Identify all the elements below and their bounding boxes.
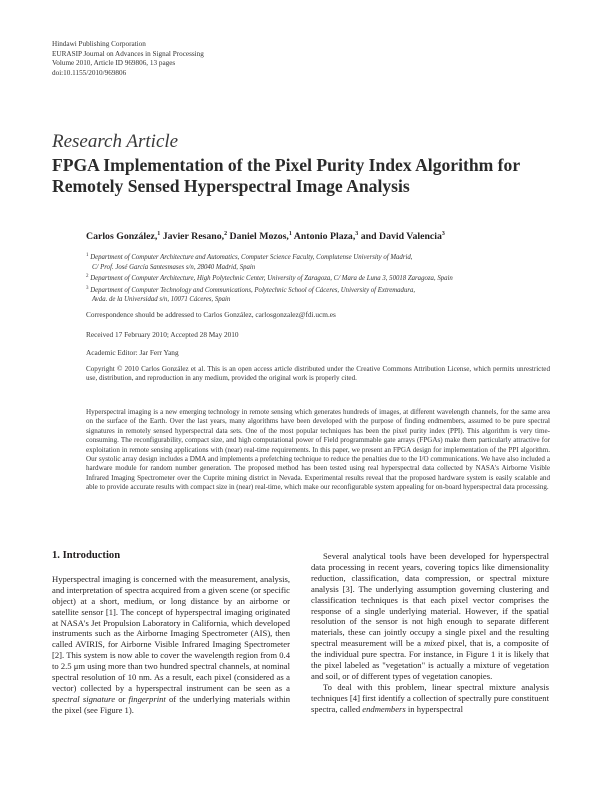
body-text: Several analytical tools have been developed for hyperspectral data processing in recent years, covering topics like dimensionality reduction, classification, data compression, or spectral mixture analysis [3]. The underlying assumption governing clustering and classification techniques is that each pixel vector comprises the response of a single underlying material. However, if the spatial resolution of the sensor is not high enough to separate different materials, these can jointly occupy a single pixel and the resulting spectral measurement will be a: [311, 551, 549, 649]
journal-masthead: [52, 40, 204, 78]
affiliation-line: [86, 284, 556, 296]
affiliation-text: Department of Computer Technology and Communications, Polytechnic School of Cáceres, University of Extremadura,: [90, 286, 416, 294]
affiliation-line: Avda. de la Universidad s/n, 10071 Cáceres, Spain: [92, 296, 231, 304]
publisher-line: Hindawi Publishing Corporation: [52, 40, 146, 48]
affiliation-number: 1: [86, 253, 89, 258]
affiliation-number: 3: [86, 285, 89, 291]
body-text: in hyperspectral: [405, 703, 464, 714]
copyright-notice: Copyright © 2010 Carlos González et al. This is an open access article distributed under the Creative Commons Attribution License, which permits unrestricted use, distribution, and reproduction in any medium, provided the original work is properly cited.: [86, 365, 550, 383]
body-text: of the underlying materials within the pixel (see Figure 1).: [52, 693, 290, 715]
right-column: [311, 551, 549, 715]
author-affiliation-mark: 3: [441, 231, 445, 237]
journal-line: EURASIP Journal on Advances in Signal Processing: [52, 49, 204, 58]
author-list: [86, 231, 445, 242]
body-paragraph: [311, 551, 549, 682]
affiliations: [86, 251, 556, 305]
affiliation-number: 2: [86, 274, 89, 280]
abstract: Hyperspectral imaging is a new emerging technology in remote sensing which generates hundreds of images, at different wavelength channels, for the same area on the surface of the Earth. Over the last years, many algorithms have been developed with the purpose of finding endmembers, assumed to be pure spectral signatures in remotely sensed hyperspectral data sets. One of the most popular techniques has been the pixel purity index (PPI). This algorithm is very time-consuming. The reconfigurability, compact size, and high computational power of Field programmable gate arrays (FPGAs) make them particularly attractive for exploitation in remote sensing applications with (near) real-time requirements. In this paper, we present an FPGA design for implementation of the PPI algorithm. Our systolic array design includes a DMA and implements a prefetching technique to reduce the penalties due to the I/O communications. We have also included a hardware module for random number generation. The proposed method has been tested using real hyperspectral data collected by NASA's Airborne Visible Infrared Imaging Spectrometer over the Cuprite mining district in Nevada. Experimental results reveal that the proposed hardware system is easily scalable and able to provide accurate results with compact size in (near) real-time, which make our reconfigurable system appealing for on-board hyperspectral data processing.: [86, 408, 550, 492]
affiliation-text: Department of Computer Architecture, High Polytechnic Center, University of Zaragoza, C/ Mara de Luna 3, 50018 Zaragoza, Spain: [90, 275, 453, 283]
author-name: Daniel Mozos,: [229, 231, 289, 242]
body-text: pixel, that is, a composite of the individual pure spectra. For instance, in Figure 1 it is likely that the pixel labeled as "vegetation" is actually a mixture of vegetation and soil, or of different types of vegetation canopies.: [311, 638, 549, 681]
emphasis-text: spectral signature: [52, 693, 116, 704]
author-name: and David Valencia: [360, 231, 442, 242]
left-column: [52, 551, 290, 716]
section-heading: 1. Introduction: [52, 550, 121, 561]
affiliation-line: C/ Prof. José García Santesmases s/n, 28040 Madrid, Spain: [92, 263, 256, 271]
affiliation-line: [86, 251, 556, 263]
doi-line: doi:10.1155/2010/969806: [52, 68, 127, 77]
body-paragraph: [52, 574, 290, 716]
author-name: Carlos González,: [86, 231, 158, 242]
affiliation-line: [86, 272, 556, 284]
body-text: To deal with this problem, linear spectral mixture analysis techniques [4] first identify a collection of spectrally pure constituent spectra, called: [311, 681, 549, 714]
emphasis-text: mixed: [423, 638, 445, 649]
body-paragraph: [311, 682, 549, 715]
emphasis-text: endmembers: [362, 703, 406, 714]
author-affiliation-mark: 3: [355, 231, 359, 237]
correspondence-line: Correspondence should be addressed to Carlos González, carlosgonzalez@fdi.ucm.es: [86, 310, 336, 319]
emphasis-text: fingerprint: [128, 693, 166, 704]
author-affiliation-mark: 1: [157, 231, 161, 237]
body-text: or: [115, 693, 129, 704]
received-line: Received 17 February 2010; Accepted 28 May 2010: [86, 330, 239, 339]
editor-line: Academic Editor: Jar Ferr Yang: [86, 348, 179, 357]
body-text: Hyperspectral imaging is concerned with the measurement, analysis, and interpretation of spectra acquired from a given scene (or specific object) at a short, medium, or long distance by an airborne or satellite sensor [1]. The concept of hyperspectral imaging originated at NASA's Jet Propulsion Laboratory in California, which developed instruments such as the Airborne Imaging Spectrometer (AIS), then called AVIRIS, for Airborne Visible Infrared Imaging Spectrometer [2]. This system is now able to cover the wavelength region from 0.4 to 2.5 μm using more than two hundred spectral channels, at nominal spectral resolution of 10 nm. As a result, each pixel (considered as a vector) collected by a hyperspectral instrument can be seen as a: [52, 573, 290, 693]
author-affiliation-mark: 1: [288, 231, 292, 237]
author-name: Javier Resano,: [162, 231, 225, 242]
paper-title: FPGA Implementation of the Pixel Purity Index Algorithm for Remotely Sensed Hyperspectral Image Analysis: [52, 155, 520, 196]
article-type: Research Article: [52, 131, 179, 152]
author-affiliation-mark: 2: [224, 231, 228, 237]
author-name: Antonio Plaza,: [293, 231, 356, 242]
affiliation-text: Department of Computer Architecture and Automatics, Computer Science Faculty, Complutense University of Madrid,: [90, 254, 413, 261]
volume-line: Volume 2010, Article ID 969806, 13 pages: [52, 59, 176, 68]
